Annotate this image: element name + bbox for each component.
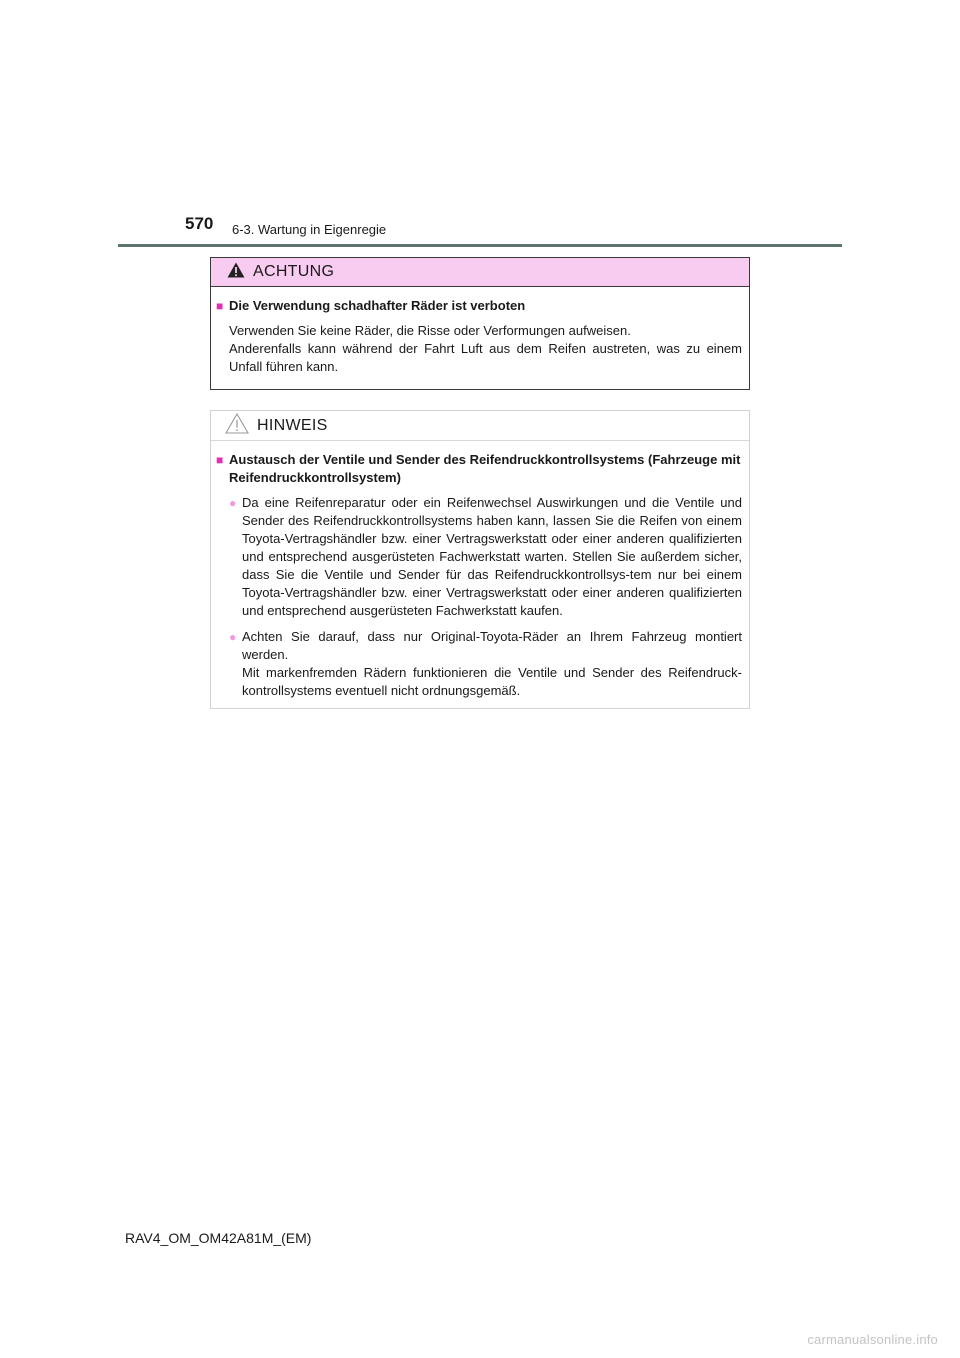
square-bullet-icon: ■	[216, 299, 224, 313]
caution-item-title	[216, 297, 742, 315]
notice-bullet-2-text	[242, 628, 742, 700]
round-bullet-icon: ●	[229, 630, 237, 644]
caution-paragraph-1: Verwenden Sie keine Räder, die Risse oder Verformungen aufweisen.	[229, 323, 631, 338]
notice-header	[211, 411, 749, 441]
round-bullet-icon: ●	[229, 496, 237, 510]
caution-item-title-text: Die Verwendung schadhafter Räder ist verboten	[229, 298, 526, 313]
warning-triangle-filled-icon	[227, 262, 245, 283]
notice-bullet-2-line-2: Mit markenfremden Rädern funktionieren die Ventile und Sender des Reifendruck-kontrollsystems eventuell nicht ordnungsgemäß.	[242, 665, 742, 698]
caution-label: ACHTUNG	[253, 263, 335, 280]
square-bullet-icon: ■	[216, 453, 224, 467]
notice-box	[210, 410, 750, 709]
footer-model-code: RAV4_OM_OM42A81M_(EM)	[125, 1230, 312, 1246]
header-divider	[118, 244, 842, 247]
warning-triangle-outline-icon	[225, 413, 249, 439]
notice-bullet-1	[229, 494, 742, 620]
notice-body	[211, 441, 749, 700]
notice-item-title	[216, 451, 742, 487]
caution-body	[211, 287, 749, 376]
caution-box	[210, 257, 750, 390]
notice-bullet-1-text: Da eine Reifenreparatur oder ein Reifenwechsel Auswirkungen und die Ventile und Sender des Reifendruckkontrollsystems haben kann, lassen Sie die Reifen von einem Toyota-Vertragshändler bzw. einer Vertragswerkstatt oder einer anderen qualifizierten und entsprechend ausgerüsteten Fachwerkstatt warten. Stellen Sie außerdem sicher, dass Sie die Ventile und Sender für das Reifendruckkontrollsys-tem nur bei einem Toyota-Vertragshändler bzw. einer Vertragswerkstatt oder einer anderen qualifizierten und entsprechend ausgerüsteten Fachwerkstatt kaufen.	[242, 495, 742, 618]
caution-paragraph	[229, 322, 742, 376]
notice-bullet-2-line-1: Achten Sie darauf, dass nur Original-Toyota-Räder an Ihrem Fahrzeug montiert werden.	[242, 629, 742, 662]
notice-bullet-2	[229, 628, 742, 700]
caution-header	[211, 258, 749, 287]
notice-item-title-text: Austausch der Ventile und Sender des Reifendruckkontrollsystems (Fahrzeuge mit Reifendruckkontrollsystem)	[229, 452, 741, 485]
notice-label: HINWEIS	[257, 416, 328, 434]
watermark: carmanualsonline.info	[807, 1332, 938, 1347]
section-title: 6-3. Wartung in Eigenregie	[232, 222, 387, 237]
caution-paragraph-2: Anderenfalls kann während der Fahrt Luft aus dem Reifen austreten, was zu einem Unfall führen kann.	[229, 341, 742, 374]
page-number: 570	[185, 214, 214, 233]
